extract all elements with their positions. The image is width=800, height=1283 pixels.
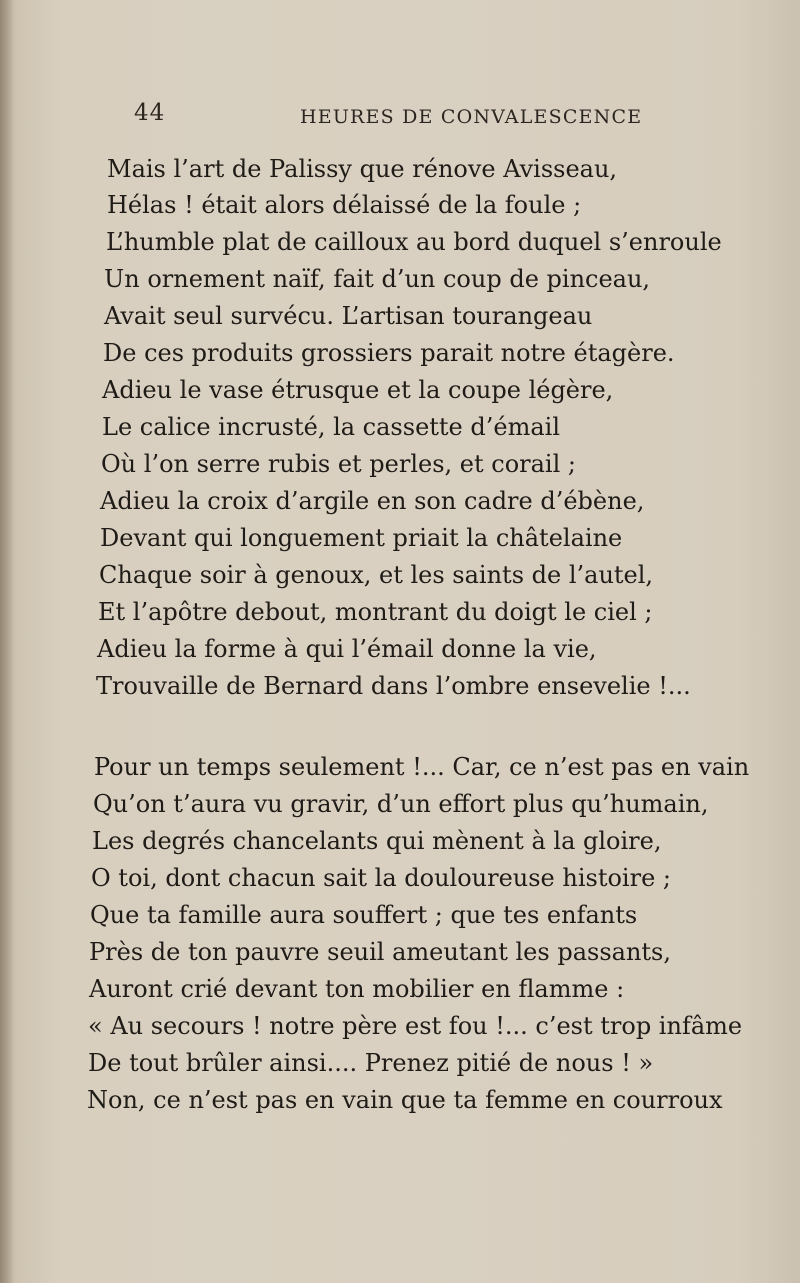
verse-line: « Au secours ! notre père est fou !... c’est trop infâme: [88, 1012, 743, 1040]
verse-line: L’humble plat de cailloux au bord duquel s’enroule: [106, 228, 722, 256]
verse-line: Mais l’art de Palissy que rénove Avisseau,: [107, 155, 618, 183]
verse-line: Adieu le vase étrusque et la coupe légère,: [102, 376, 614, 404]
verse-line: Non, ce n’est pas en vain que ta femme en courroux: [87, 1086, 723, 1114]
page-header: [0, 100, 800, 136]
verse-line: Que ta famille aura souffert ; que tes enfants: [90, 901, 638, 929]
page-number: 44: [134, 100, 166, 126]
verse-line: Adieu la croix d’argile en son cadre d’ébène,: [100, 487, 645, 515]
verse-line: Où l’on serre rubis et perles, et corail ;: [101, 450, 576, 478]
verse-line: Près de ton pauvre seuil ameutant les passants,: [89, 938, 671, 966]
verse-line: Auront crié devant ton mobilier en flamme :: [89, 975, 625, 1003]
verse-line: Chaque soir à genoux, et les saints de l’autel,: [99, 561, 654, 589]
verse-line: Pour un temps seulement !... Car, ce n’est pas en vain: [94, 753, 750, 781]
verse-line: Avait seul survécu. L’artisan tourangeau: [104, 302, 593, 330]
verse-line: De tout brûler ainsi.... Prenez pitié de nous ! »: [88, 1049, 654, 1077]
verse-line: Qu’on t’aura vu gravir, d’un effort plus qu’humain,: [93, 790, 709, 818]
verse-line: Et l’apôtre debout, montrant du doigt le ciel ;: [98, 598, 653, 626]
verse-line: Trouvaille de Bernard dans l’ombre ensevelie !...: [96, 672, 691, 700]
verse-line: Le calice incrusté, la cassette d’émail: [102, 413, 561, 441]
verse-line: Les degrés chancelants qui mènent à la gloire,: [92, 827, 662, 855]
verse-line: Hélas ! était alors délaissé de la foule ;: [107, 191, 582, 219]
page-gutter-shadow: [0, 0, 14, 1283]
verse-line: Adieu la forme à qui l’émail donne la vie,: [97, 635, 597, 663]
verse-line: O toi, dont chacun sait la douloureuse histoire ;: [91, 864, 671, 892]
verse-line: Un ornement naïf, fait d’un coup de pinceau,: [104, 265, 651, 293]
verse-line: De ces produits grossiers parait notre étagère.: [103, 339, 675, 367]
running-title: HEURES DE CONVALESCENCE: [300, 106, 643, 128]
verse-line: Devant qui longuement priait la châtelaine: [100, 524, 623, 552]
